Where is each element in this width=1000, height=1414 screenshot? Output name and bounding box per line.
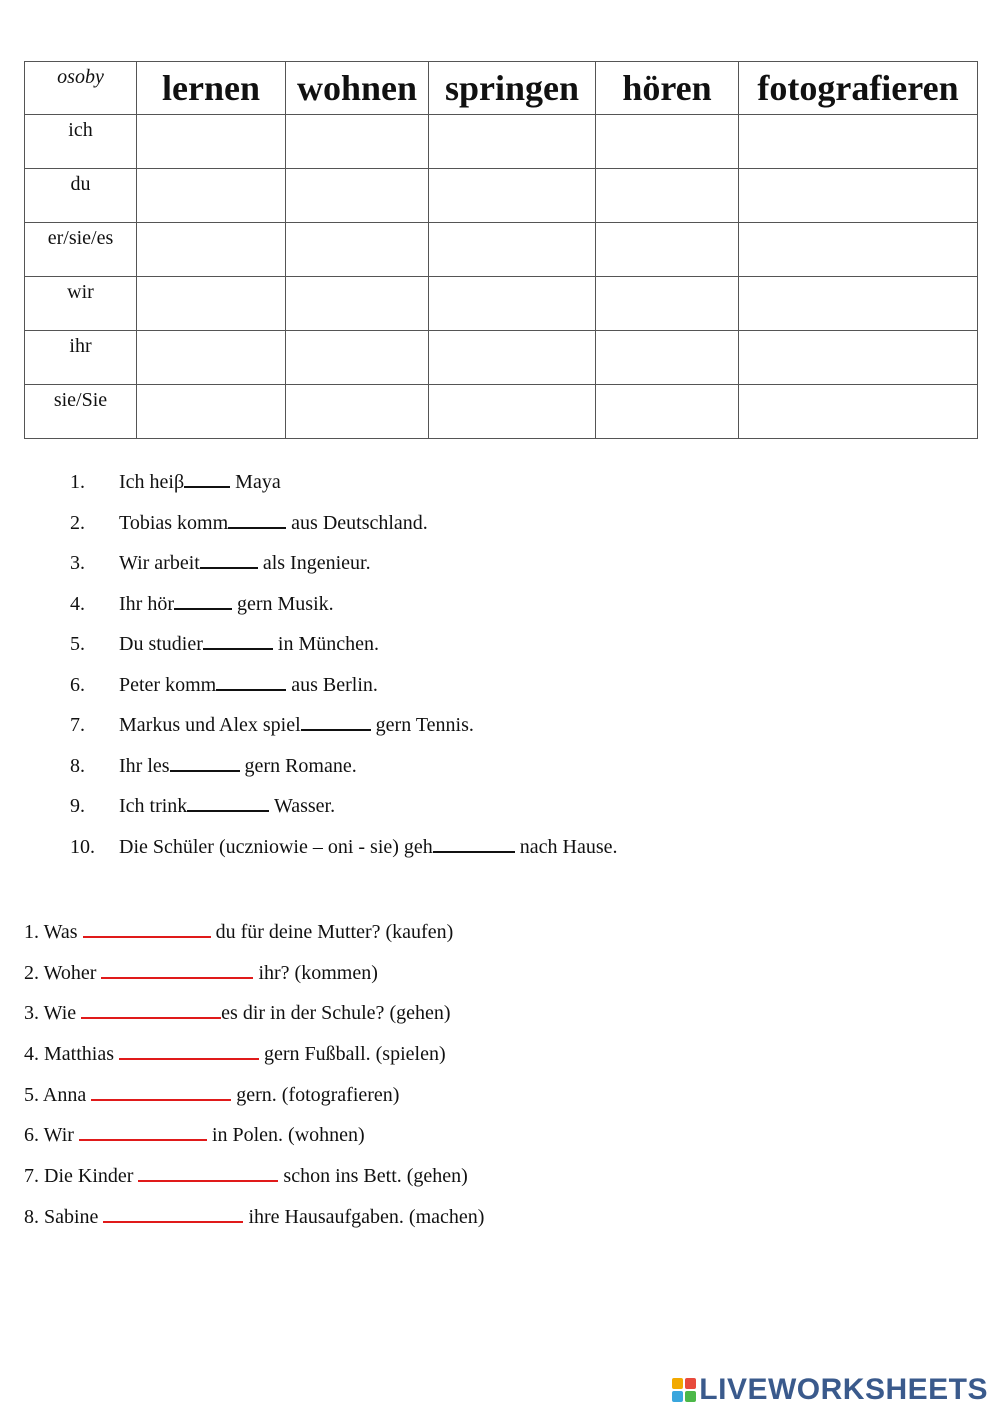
- verb-blank[interactable]: [91, 1077, 231, 1101]
- sentence-start: Ihr les: [119, 754, 170, 777]
- answer-cell[interactable]: [137, 169, 286, 223]
- sentence-end: es dir in der Schule? (gehen): [221, 1002, 451, 1025]
- exercise-item: [24, 1115, 484, 1156]
- answer-cell[interactable]: [739, 277, 978, 331]
- answer-cell[interactable]: [429, 169, 596, 223]
- sentence-start: 5. Anna: [24, 1083, 92, 1106]
- ending-blank[interactable]: [187, 788, 269, 812]
- liveworksheets-logo: [672, 1373, 988, 1407]
- exercise-item: [24, 912, 484, 953]
- verb-header: springen: [429, 62, 596, 115]
- exercise-item: [70, 503, 618, 544]
- sentence-end: gern Romane.: [239, 754, 357, 777]
- verb-header: lernen: [137, 62, 286, 115]
- exercise-item: [70, 462, 618, 503]
- answer-cell[interactable]: [429, 331, 596, 385]
- exercise-item: [70, 624, 618, 665]
- logo-square: [685, 1378, 696, 1389]
- person-label: sie/Sie: [25, 385, 137, 439]
- conjugation-table: [24, 61, 978, 439]
- sentence-start: 6. Wir: [24, 1124, 79, 1147]
- table-header-row: [25, 62, 978, 115]
- table-row: [25, 115, 978, 169]
- ending-blank[interactable]: [200, 545, 258, 569]
- sentence-start: Wir arbeit: [119, 552, 200, 574]
- sentence-start: Ich heiβ: [119, 471, 185, 493]
- sentence-start: 4. Matthias: [24, 1043, 119, 1066]
- answer-cell[interactable]: [596, 169, 739, 223]
- item-number: 8.: [70, 754, 85, 777]
- sentence-start: 7. Die Kinder: [24, 1165, 139, 1188]
- exercise-item: [70, 665, 618, 706]
- exercise-item: [24, 993, 484, 1034]
- answer-cell[interactable]: [596, 277, 739, 331]
- item-number: 1.: [70, 471, 85, 493]
- sentence-end: nach Hause.: [514, 835, 618, 858]
- exercise-item: [70, 827, 618, 868]
- liveworksheets-mark-icon: [672, 1378, 696, 1402]
- item-number: 9.: [70, 795, 85, 817]
- corner-header: osoby: [25, 62, 137, 115]
- verb-blank[interactable]: [119, 1036, 259, 1060]
- ending-blank[interactable]: [433, 829, 515, 853]
- sentence-end: du für deine Mutter? (kaufen): [210, 921, 454, 943]
- person-label: ihr: [25, 331, 137, 385]
- sentence-end: ihre Hausaufgaben. (machen): [243, 1205, 485, 1228]
- ending-exercise-list: [70, 462, 618, 867]
- logo-square: [685, 1391, 696, 1402]
- sentence-start: Ich trink: [119, 795, 188, 817]
- answer-cell[interactable]: [596, 385, 739, 439]
- table-row: [25, 277, 978, 331]
- answer-cell[interactable]: [286, 115, 429, 169]
- item-number: 4.: [70, 592, 85, 615]
- table-row: [25, 385, 978, 439]
- logo-square: [672, 1378, 683, 1389]
- person-label: du: [25, 169, 137, 223]
- sentence-end: schon ins Bett. (gehen): [278, 1165, 468, 1188]
- sentence-end: Wasser.: [269, 795, 336, 817]
- ending-blank[interactable]: [203, 626, 273, 650]
- sentence-start: 3. Wie: [24, 1002, 82, 1025]
- answer-cell[interactable]: [286, 277, 429, 331]
- ending-blank[interactable]: [184, 464, 230, 488]
- sentence-end: gern. (fotografieren): [231, 1083, 400, 1106]
- answer-cell[interactable]: [137, 385, 286, 439]
- sentence-end: gern Tennis.: [370, 714, 474, 736]
- answer-cell[interactable]: [739, 385, 978, 439]
- verb-blank[interactable]: [79, 1117, 207, 1141]
- sentence-start: Ihr hör: [119, 592, 174, 615]
- verb-exercise-list: [24, 912, 484, 1238]
- exercise-item: [70, 705, 618, 746]
- sentence-end: gern Fußball. (spielen): [259, 1043, 446, 1066]
- sentence-end: Maya: [230, 471, 281, 493]
- exercise-item: [24, 1197, 484, 1238]
- answer-cell[interactable]: [739, 169, 978, 223]
- sentence-start: Tobias komm: [119, 511, 229, 534]
- answer-cell[interactable]: [596, 115, 739, 169]
- sentence-start: Markus und Alex spiel: [119, 714, 301, 736]
- sentence-end: in Polen. (wohnen): [206, 1124, 365, 1147]
- sentence-end: in München.: [272, 633, 379, 655]
- item-number: 2.: [70, 511, 85, 534]
- verb-blank[interactable]: [83, 914, 211, 938]
- person-label: wir: [25, 277, 137, 331]
- answer-cell[interactable]: [286, 223, 429, 277]
- exercise-item: [24, 1034, 484, 1075]
- answer-cell[interactable]: [137, 223, 286, 277]
- exercise-item: [24, 953, 484, 994]
- item-number: 5.: [70, 633, 85, 655]
- answer-cell[interactable]: [429, 115, 596, 169]
- sentence-end: als Ingenieur.: [257, 552, 371, 574]
- item-number: 10.: [70, 835, 95, 858]
- person-label: er/sie/es: [25, 223, 137, 277]
- logo-text: LIVEWORKSHEETS: [699, 1373, 988, 1406]
- verb-blank[interactable]: [81, 995, 221, 1019]
- item-number: 6.: [70, 673, 85, 696]
- verb-header: fotografieren: [739, 62, 978, 115]
- sentence-start: Du studier: [119, 633, 203, 655]
- sentence-end: ihr? (kommen): [253, 961, 378, 984]
- answer-cell[interactable]: [596, 331, 739, 385]
- verb-blank[interactable]: [103, 1199, 243, 1223]
- verb-header: wohnen: [286, 62, 429, 115]
- sentence-start: Peter komm: [119, 673, 217, 696]
- verb-blank[interactable]: [138, 1158, 278, 1182]
- sentence-start: 1. Was: [24, 921, 83, 943]
- exercise-item: [70, 746, 618, 787]
- answer-cell[interactable]: [137, 115, 286, 169]
- logo-square: [672, 1391, 683, 1402]
- answer-cell[interactable]: [739, 223, 978, 277]
- exercise-item: [70, 584, 618, 625]
- answer-cell[interactable]: [429, 385, 596, 439]
- ending-blank[interactable]: [216, 667, 286, 691]
- ending-blank[interactable]: [170, 748, 240, 772]
- sentence-end: aus Deutschland.: [286, 511, 428, 534]
- sentence-start: 8. Sabine: [24, 1205, 104, 1228]
- answer-cell[interactable]: [429, 277, 596, 331]
- answer-cell[interactable]: [739, 115, 978, 169]
- sentence-end: gern Musik.: [231, 592, 334, 615]
- ending-blank[interactable]: [174, 586, 232, 610]
- person-label: ich: [25, 115, 137, 169]
- sentence-start: 2. Woher: [24, 961, 102, 984]
- sentence-start: Die Schüler (uczniowie – oni - sie) geh: [119, 835, 433, 858]
- table-row: [25, 169, 978, 223]
- answer-cell[interactable]: [429, 223, 596, 277]
- answer-cell[interactable]: [137, 331, 286, 385]
- table-row: [25, 331, 978, 385]
- answer-cell[interactable]: [596, 223, 739, 277]
- exercise-item: [24, 1075, 484, 1116]
- item-number: 3.: [70, 552, 85, 574]
- answer-cell[interactable]: [739, 331, 978, 385]
- verb-header: hören: [596, 62, 739, 115]
- exercise-item: [70, 786, 618, 827]
- ending-blank[interactable]: [301, 707, 371, 731]
- answer-cell[interactable]: [286, 331, 429, 385]
- sentence-end: aus Berlin.: [286, 673, 378, 696]
- answer-cell[interactable]: [286, 385, 429, 439]
- exercise-item: [24, 1156, 484, 1197]
- ending-blank[interactable]: [228, 505, 286, 529]
- answer-cell[interactable]: [286, 169, 429, 223]
- answer-cell[interactable]: [137, 277, 286, 331]
- table-row: [25, 223, 978, 277]
- item-number: 7.: [70, 714, 85, 736]
- verb-blank[interactable]: [101, 955, 253, 979]
- exercise-item: [70, 543, 618, 584]
